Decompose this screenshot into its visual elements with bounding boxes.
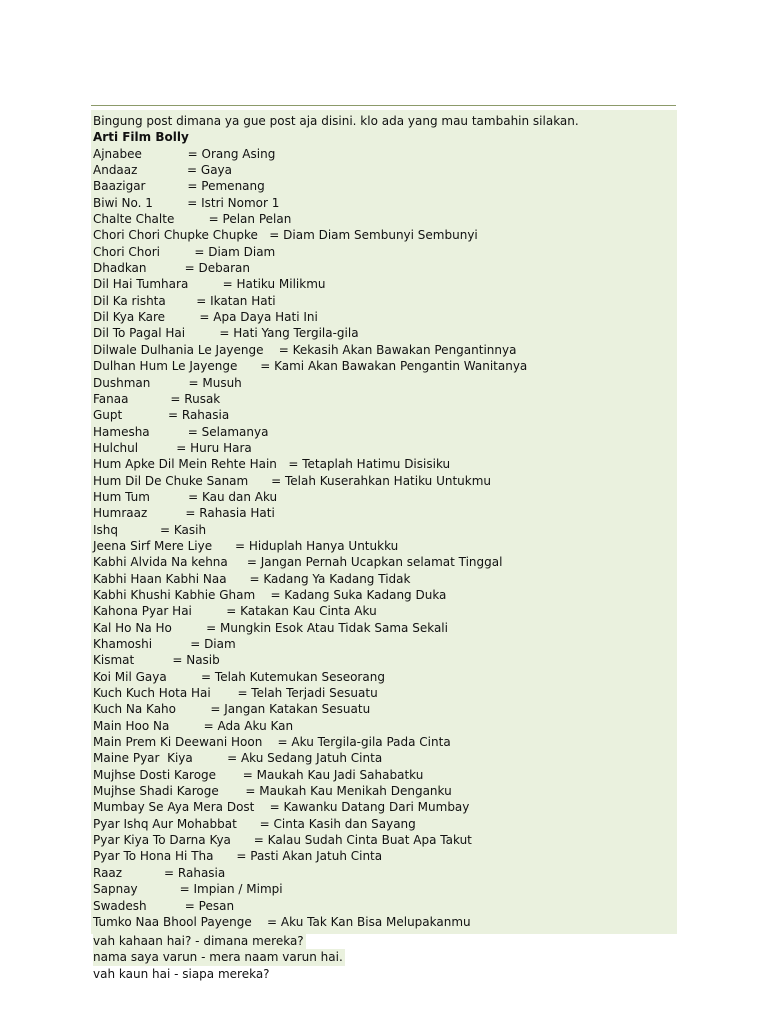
film-title-entry: Fanaa = Rusak <box>93 391 221 406</box>
film-title-entry: Kabhi Alvida Na kehna = Jangan Pernah Ucapkan selamat Tinggal <box>93 555 503 570</box>
film-title-entry: Hulchul = Huru Hara <box>93 440 252 455</box>
film-title-entry: Hum Tum = Kau dan Aku <box>93 489 278 504</box>
film-title-entry: Dil To Pagal Hai = Hati Yang Tergila-gila <box>93 326 359 341</box>
film-title-entry: Kal Ho Na Ho = Mungkin Esok Atau Tidak Sama Sekali <box>93 620 448 635</box>
film-title-entry: Andaaz = Gaya <box>93 163 233 178</box>
phrase-line: vah kahaan hai? - dimana mereka? <box>93 934 304 948</box>
film-title-entry: Baazigar = Pemenang <box>93 179 265 194</box>
film-title-entry: Chori Chori Chupke Chupke = Diam Diam Sembunyi Sembunyi <box>93 228 478 243</box>
film-title-entry: Jeena Sirf Mere Liye = Hiduplah Hanya Untukku <box>93 538 399 553</box>
film-title-entry: Hum Apke Dil Mein Rehte Hain = Tetaplah Hatimu Disisiku <box>93 457 451 472</box>
film-title-entry: Ishq = Kasih <box>93 522 207 537</box>
film-title-entry: Pyar Ishq Aur Mohabbat = Cinta Kasih dan Sayang <box>93 816 416 831</box>
film-title-entry: Main Hoo Na = Ada Aku Kan <box>93 718 294 733</box>
film-title-entry: Dulhan Hum Le Jayenge = Kami Akan Bawakan Pengantin Wanitanya <box>93 359 528 374</box>
phrase-line: nama saya varun - mera naam varun hai. <box>93 950 343 965</box>
film-title-entry: Humraaz = Rahasia Hati <box>93 506 275 521</box>
film-title-entry: Dil Ka rishta = Ikatan Hati <box>93 293 276 308</box>
film-title-entry: Gupt = Rahasia <box>93 408 230 423</box>
film-title-entry: Chalte Chalte = Pelan Pelan <box>93 212 292 227</box>
phrase-examples <box>93 933 345 982</box>
film-title-entry: Sapnay = Impian / Mimpi <box>93 882 283 897</box>
film-title-entry: Biwi No. 1 = Istri Nomor 1 <box>93 195 280 210</box>
intro-text: Bingung post dimana ya gue post aja disini. klo ada yang mau tambahin silakan. <box>93 114 579 128</box>
film-title-entry: Kabhi Haan Kabhi Naa = Kadang Ya Kadang Tidak <box>93 571 411 586</box>
film-title-entry: Kuch Na Kaho = Jangan Katakan Sesuatu <box>93 702 371 717</box>
film-title-entry: Tumko Naa Bhool Payenge = Aku Tak Kan Bisa Melupakanmu <box>93 914 471 929</box>
film-title-entry: Maine Pyar Kiya = Aku Sedang Jatuh Cinta <box>93 751 383 766</box>
film-title-entry: Raaz = Rahasia <box>93 865 226 880</box>
film-title-entry: Kismat = Nasib <box>93 653 220 668</box>
film-title-entry: Kuch Kuch Hota Hai = Telah Terjadi Sesuatu <box>93 686 378 701</box>
top-divider <box>91 105 676 106</box>
film-title-entry: Dhadkan = Debaran <box>93 261 251 276</box>
phrase-line: vah kaun hai - siapa mereka? <box>93 966 270 981</box>
section-heading: Arti Film Bolly <box>93 130 189 145</box>
film-title-entry: Swadesh = Pesan <box>93 898 235 913</box>
film-title-entry: Ajnabee = Orang Asing <box>93 146 276 161</box>
film-title-entry: Hum Dil De Chuke Sanam = Telah Kuserahkan Hatiku Untukmu <box>93 473 492 488</box>
film-title-entry: Pyar To Hona Hi Tha = Pasti Akan Jatuh Cinta <box>93 849 383 864</box>
film-title-entry: Hamesha = Selamanya <box>93 424 269 439</box>
film-title-entry: Khamoshi = Diam <box>93 637 236 651</box>
film-title-entry: Chori Chori = Diam Diam <box>93 244 276 259</box>
film-title-entry: Dil Hai Tumhara = Hatiku Milikmu <box>93 277 326 292</box>
post-body <box>93 113 677 930</box>
film-title-entry: Kabhi Khushi Kabhie Gham = Kadang Suka Kadang Duka <box>93 587 447 602</box>
film-title-entry: Dushman = Musuh <box>93 375 242 390</box>
film-title-entry: Kahona Pyar Hai = Katakan Kau Cinta Aku <box>93 604 377 619</box>
film-title-entry: Dilwale Dulhania Le Jayenge = Kekasih Akan Bawakan Pengantinnya <box>93 342 517 357</box>
film-title-entry: Mumbay Se Aya Mera Dost = Kawanku Datang Dari Mumbay <box>93 800 470 815</box>
film-title-entry: Mujhse Dosti Karoge = Maukah Kau Jadi Sahabatku <box>93 767 424 782</box>
film-title-entry: Main Prem Ki Deewani Hoon = Aku Tergila-gila Pada Cinta <box>93 735 451 750</box>
film-title-entry: Dil Kya Kare = Apa Daya Hati Ini <box>93 310 318 325</box>
film-title-entry: Pyar Kiya To Darna Kya = Kalau Sudah Cinta Buat Apa Takut <box>93 833 472 848</box>
film-title-entry: Mujhse Shadi Karoge = Maukah Kau Menikah Denganku <box>93 784 452 799</box>
film-title-entry: Koi Mil Gaya = Telah Kutemukan Seseorang <box>93 669 385 684</box>
